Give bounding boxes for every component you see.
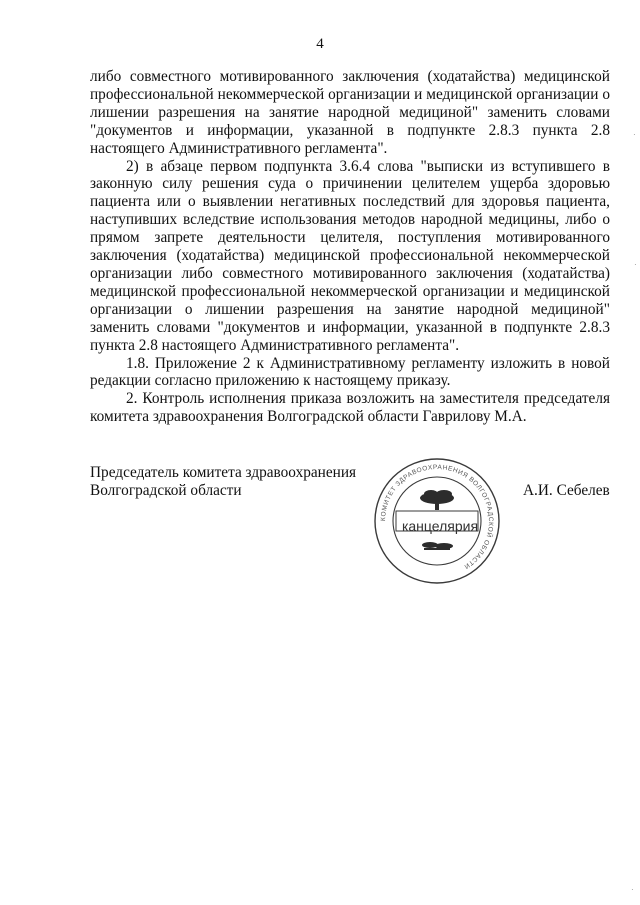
paragraph-continuation: либо совместного мотивированного заключения (ходатайства) медицинской профессиональной некоммерческой организации и медицинской организации о лишении разрешения на занятие народной медициной" заменить словами "документов и информации, указанной в подпункте 2.8.3 пункта 2.8 настоящего Административного регламента". — [90, 68, 610, 157]
stamp-ring-text: КОМИТЕТ ЗДРАВООХРАНЕНИЯ ВОЛГОГРАДСКОЙ ОБЛАСТИ — [379, 463, 495, 571]
scan-edge-mark: · — [631, 885, 634, 894]
stamp-label: канцелярия — [401, 518, 479, 534]
paragraph-item-2: 2) в абзаце первом подпункта 3.6.4 слова "выписки из вступившего в законную силу решения суда о причинении целителем ущерба здоровью пациента или о выявлении негативных последствий для здоровья пациента, наступивших вследствие использования методов народной медицины, либо о прямом запрете деятельности целителя, поступления мотивированного заключения (ходатайства) медицинской профессиональной некоммерческой организации либо совместного мотивированного заключения (ходатайства) медицинской профессиональной некоммерческой организации и медицинской организации о лишении разрешения на занятие народной медициной" заменить словами "документов и информации, указанной в подпункте 2.8.3 пункта 2.8 настоящего Административного регламента". — [90, 157, 610, 354]
stamp-lower-ornament-icon — [422, 542, 453, 550]
paragraph-item-2-control: 2. Контроль исполнения приказа возложить на заместителя председателя комитета здравоохранения Волгоградской области Гаврилову М.А. — [90, 390, 610, 426]
stamp-emblem-icon — [420, 490, 454, 510]
signatory-position-line-2: Волгоградской области — [90, 482, 242, 499]
scan-edge-mark: · — [633, 130, 636, 139]
signatory-name: А.И. Себелев — [523, 482, 610, 499]
svg-text:КОМИТЕТ ЗДРАВООХРАНЕНИЯ ВОЛГОГ — [380, 464, 495, 570]
signatory-position-line-1: Председатель комитета здравоохранения — [90, 464, 357, 481]
document-body — [90, 68, 610, 426]
signatory-position — [90, 464, 356, 500]
page-number: 4 — [316, 36, 324, 52]
paragraph-item-1-8: 1.8. Приложение 2 к Административному регламенту изложить в новой редакции согласно приложению к настоящему приказу. — [90, 354, 610, 390]
scan-edge-mark: · — [634, 260, 637, 269]
